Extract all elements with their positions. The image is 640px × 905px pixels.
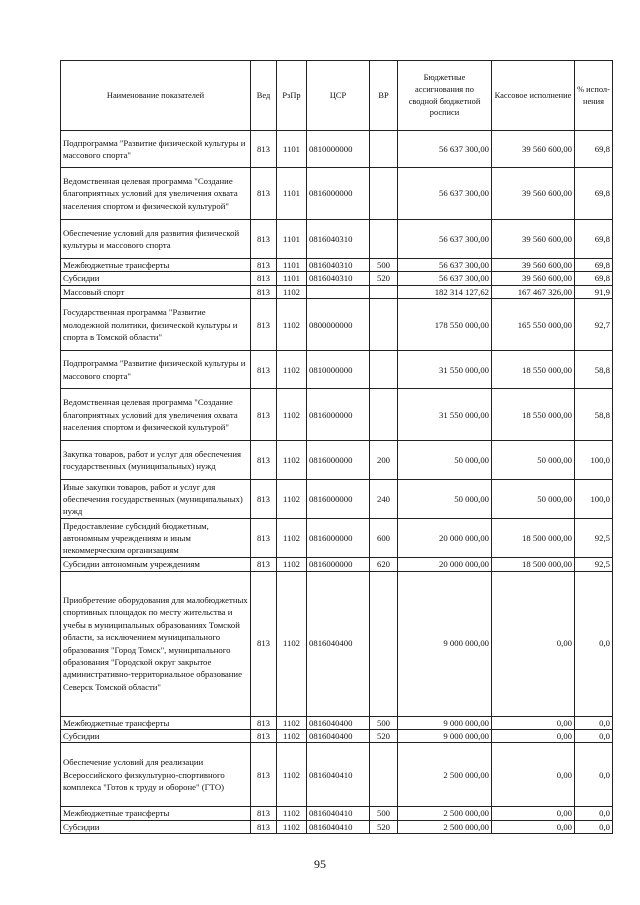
row-ved: 813 <box>251 168 277 220</box>
row-percent: 100,0 <box>575 480 613 519</box>
row-csr: 0816040310 <box>307 259 370 272</box>
row-csr: 0816000000 <box>307 168 370 220</box>
row-rzpr: 1102 <box>277 519 307 558</box>
row-csr: 0816040310 <box>307 272 370 285</box>
header-vr: ВР <box>370 61 398 131</box>
row-csr: 0800000000 <box>307 299 370 351</box>
row-budget: 20 000 000,00 <box>398 558 492 571</box>
row-ved: 813 <box>251 220 277 259</box>
row-cash: 165 550 000,00 <box>492 299 575 351</box>
row-cash: 0,00 <box>492 743 575 807</box>
row-budget: 2 500 000,00 <box>398 820 492 833</box>
row-cash: 39 560 600,00 <box>492 131 575 168</box>
row-percent: 100,0 <box>575 441 613 480</box>
table-row <box>61 351 613 389</box>
row-csr: 0816040400 <box>307 716 370 729</box>
row-name: Субсидии <box>61 272 251 285</box>
row-ved: 813 <box>251 716 277 729</box>
row-ved: 813 <box>251 441 277 480</box>
table-row <box>61 285 613 298</box>
row-rzpr: 1102 <box>277 285 307 298</box>
row-budget: 56 637 300,00 <box>398 168 492 220</box>
header-percent: % испол-нения <box>575 61 613 131</box>
table-header-row <box>61 61 613 131</box>
row-name: Субсидии автономным учреждениям <box>61 558 251 571</box>
row-vr: 520 <box>370 730 398 743</box>
row-name: Приобретение оборудования для малобюджетных спортивных площадок по месту жительства и учебы в муниципальных образованиях Томской области, за исключением муниципального образования "Город Томск", муниципального образования "Городской округ закрытое административно-территориальное образование Северск Томской области" <box>61 571 251 716</box>
row-budget: 56 637 300,00 <box>398 259 492 272</box>
row-percent: 69,8 <box>575 259 613 272</box>
table-row <box>61 730 613 743</box>
row-budget: 178 550 000,00 <box>398 299 492 351</box>
row-budget: 182 314 127,62 <box>398 285 492 298</box>
row-name: Подпрограмма "Развитие физической культуры и массового спорта" <box>61 351 251 389</box>
row-vr: 240 <box>370 480 398 519</box>
row-ved: 813 <box>251 389 277 441</box>
row-rzpr: 1101 <box>277 272 307 285</box>
row-percent: 0,0 <box>575 716 613 729</box>
row-name: Межбюджетные трансферты <box>61 716 251 729</box>
row-rzpr: 1101 <box>277 131 307 168</box>
table-row <box>61 716 613 729</box>
row-cash: 39 560 600,00 <box>492 220 575 259</box>
row-cash: 18 550 000,00 <box>492 351 575 389</box>
row-percent: 69,8 <box>575 168 613 220</box>
row-vr: 500 <box>370 259 398 272</box>
row-ved: 813 <box>251 299 277 351</box>
row-vr: 520 <box>370 272 398 285</box>
row-vr <box>370 571 398 716</box>
row-vr: 620 <box>370 558 398 571</box>
row-cash: 50 000,00 <box>492 480 575 519</box>
row-budget: 31 550 000,00 <box>398 351 492 389</box>
row-name: Обеспечение условий для реализации Всероссийского физкультурно-спортивного комплекса "Готов к труду и обороне" (ГТО) <box>61 743 251 807</box>
row-budget: 20 000 000,00 <box>398 519 492 558</box>
row-ved: 813 <box>251 259 277 272</box>
row-cash: 0,00 <box>492 716 575 729</box>
table-row <box>61 299 613 351</box>
row-csr: 0816000000 <box>307 441 370 480</box>
row-vr: 200 <box>370 441 398 480</box>
table-row <box>61 389 613 441</box>
row-ved: 813 <box>251 285 277 298</box>
header-ved: Вед <box>251 61 277 131</box>
page-number: 95 <box>314 857 326 871</box>
row-rzpr: 1102 <box>277 730 307 743</box>
budget-table <box>60 60 613 834</box>
row-percent: 0,0 <box>575 743 613 807</box>
row-csr: 0816040310 <box>307 220 370 259</box>
row-rzpr: 1101 <box>277 220 307 259</box>
row-name: Государственная программа "Развитие молодежной политики, физической культуры и спорта в Томской области" <box>61 299 251 351</box>
document-page <box>60 60 612 834</box>
row-budget: 2 500 000,00 <box>398 807 492 820</box>
row-ved: 813 <box>251 558 277 571</box>
table-row <box>61 259 613 272</box>
row-cash: 0,00 <box>492 571 575 716</box>
row-vr: 500 <box>370 807 398 820</box>
header-csr: ЦСР <box>307 61 370 131</box>
row-cash: 39 560 600,00 <box>492 272 575 285</box>
row-csr: 0816040410 <box>307 807 370 820</box>
row-budget: 56 637 300,00 <box>398 131 492 168</box>
table-row <box>61 131 613 168</box>
row-cash: 50 000,00 <box>492 441 575 480</box>
row-percent: 92,7 <box>575 299 613 351</box>
row-percent: 92,5 <box>575 519 613 558</box>
row-percent: 69,8 <box>575 131 613 168</box>
row-csr: 0816000000 <box>307 558 370 571</box>
row-vr: 500 <box>370 716 398 729</box>
row-name: Ведомственная целевая программа "Создание благоприятных условий для увеличения охвата населения спортом и физической культурой" <box>61 168 251 220</box>
row-vr <box>370 299 398 351</box>
table-row <box>61 168 613 220</box>
row-csr: 0810000000 <box>307 351 370 389</box>
row-cash: 39 560 600,00 <box>492 259 575 272</box>
row-rzpr: 1102 <box>277 441 307 480</box>
row-rzpr: 1102 <box>277 389 307 441</box>
row-ved: 813 <box>251 743 277 807</box>
row-csr: 0816000000 <box>307 389 370 441</box>
table-row <box>61 272 613 285</box>
row-budget: 9 000 000,00 <box>398 716 492 729</box>
row-vr: 520 <box>370 820 398 833</box>
row-percent: 58,8 <box>575 389 613 441</box>
row-cash: 18 500 000,00 <box>492 519 575 558</box>
row-cash: 167 467 326,00 <box>492 285 575 298</box>
row-ved: 813 <box>251 807 277 820</box>
row-rzpr: 1102 <box>277 558 307 571</box>
row-cash: 0,00 <box>492 820 575 833</box>
row-csr <box>307 285 370 298</box>
row-budget: 9 000 000,00 <box>398 730 492 743</box>
row-percent: 0,0 <box>575 571 613 716</box>
row-percent: 0,0 <box>575 807 613 820</box>
row-vr: 600 <box>370 519 398 558</box>
table-row <box>61 807 613 820</box>
row-rzpr: 1102 <box>277 480 307 519</box>
row-ved: 813 <box>251 480 277 519</box>
row-budget: 56 637 300,00 <box>398 220 492 259</box>
row-rzpr: 1101 <box>277 168 307 220</box>
row-ved: 813 <box>251 820 277 833</box>
table-row <box>61 480 613 519</box>
row-percent: 69,8 <box>575 220 613 259</box>
row-name: Межбюджетные трансферты <box>61 807 251 820</box>
row-ved: 813 <box>251 730 277 743</box>
row-vr <box>370 131 398 168</box>
header-budget: Бюджетные ассигнования по сводной бюджетной росписи <box>398 61 492 131</box>
row-cash: 18 550 000,00 <box>492 389 575 441</box>
row-name: Закупка товаров, работ и услуг для обеспечения государственных (муниципальных) нужд <box>61 441 251 480</box>
row-budget: 50 000,00 <box>398 480 492 519</box>
row-cash: 0,00 <box>492 807 575 820</box>
row-vr <box>370 389 398 441</box>
row-name: Обеспечение условий для развития физической культуры и массового спорта <box>61 220 251 259</box>
row-name: Ведомственная целевая программа "Создание благоприятных условий для увеличения охвата населения спортом и физической культурой" <box>61 389 251 441</box>
row-cash: 0,00 <box>492 730 575 743</box>
row-ved: 813 <box>251 272 277 285</box>
row-rzpr: 1102 <box>277 743 307 807</box>
row-budget: 9 000 000,00 <box>398 571 492 716</box>
row-csr: 0816040400 <box>307 571 370 716</box>
header-rzpr: РзПр <box>277 61 307 131</box>
table-row <box>61 558 613 571</box>
row-rzpr: 1101 <box>277 259 307 272</box>
row-name: Предоставление субсидий бюджетным, автономным учреждениям и иным некоммерческим организациям <box>61 519 251 558</box>
row-cash: 18 500 000,00 <box>492 558 575 571</box>
row-budget: 50 000,00 <box>398 441 492 480</box>
table-row <box>61 441 613 480</box>
row-ved: 813 <box>251 131 277 168</box>
row-vr <box>370 285 398 298</box>
row-vr <box>370 220 398 259</box>
row-cash: 39 560 600,00 <box>492 168 575 220</box>
row-vr <box>370 743 398 807</box>
table-row <box>61 743 613 807</box>
header-name: Наименование показателей <box>61 61 251 131</box>
table-row <box>61 519 613 558</box>
row-rzpr: 1102 <box>277 716 307 729</box>
row-ved: 813 <box>251 351 277 389</box>
row-name: Иные закупки товаров, работ и услуг для обеспечения государственных (муниципальных) нужд <box>61 480 251 519</box>
row-csr: 0810000000 <box>307 131 370 168</box>
row-rzpr: 1102 <box>277 299 307 351</box>
row-percent: 92,5 <box>575 558 613 571</box>
row-vr <box>370 168 398 220</box>
row-name: Массовый спорт <box>61 285 251 298</box>
row-rzpr: 1102 <box>277 820 307 833</box>
row-percent: 69,8 <box>575 272 613 285</box>
row-csr: 0816040400 <box>307 730 370 743</box>
row-percent: 91,9 <box>575 285 613 298</box>
row-rzpr: 1102 <box>277 571 307 716</box>
table-row <box>61 820 613 833</box>
row-rzpr: 1102 <box>277 807 307 820</box>
row-budget: 31 550 000,00 <box>398 389 492 441</box>
row-name: Межбюджетные трансферты <box>61 259 251 272</box>
row-csr: 0816040410 <box>307 743 370 807</box>
table-row <box>61 571 613 716</box>
row-ved: 813 <box>251 571 277 716</box>
table-row <box>61 220 613 259</box>
row-vr <box>370 351 398 389</box>
row-name: Субсидии <box>61 820 251 833</box>
row-name: Подпрограмма "Развитие физической культуры и массового спорта" <box>61 131 251 168</box>
row-name: Субсидии <box>61 730 251 743</box>
row-budget: 56 637 300,00 <box>398 272 492 285</box>
row-csr: 0816040410 <box>307 820 370 833</box>
table-body <box>61 131 613 834</box>
row-budget: 2 500 000,00 <box>398 743 492 807</box>
row-percent: 0,0 <box>575 730 613 743</box>
row-percent: 58,8 <box>575 351 613 389</box>
row-ved: 813 <box>251 519 277 558</box>
row-rzpr: 1102 <box>277 351 307 389</box>
row-percent: 0,0 <box>575 820 613 833</box>
row-csr: 0816000000 <box>307 480 370 519</box>
row-csr: 0816000000 <box>307 519 370 558</box>
header-cash: Кассовое исполнение <box>492 61 575 131</box>
